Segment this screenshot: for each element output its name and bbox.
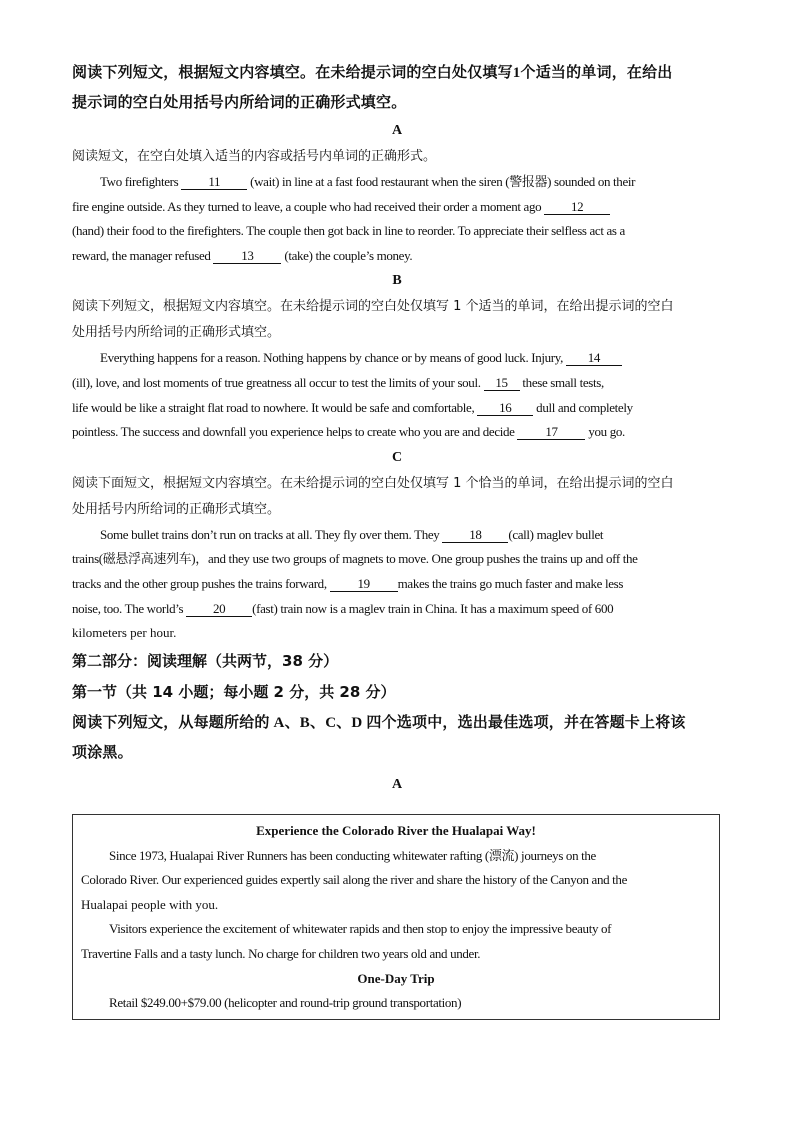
retail-price-line: Retail $249.00+$79.00 (helicopter and round-trip ground transportation) xyxy=(109,995,462,1011)
advertisement-paragraph-1-line-1: Since 1973, Hualapai River Runners has been conducting whitewater rafting (漂流) journeys on the xyxy=(109,847,596,863)
blank-15[interactable]: 15 xyxy=(484,375,520,391)
worksheet-page xyxy=(72,58,722,798)
section-a-line-2: fire engine outside. As they turned to leave, a couple who had received their order a moment ago 12 xyxy=(72,195,722,220)
blank-14[interactable]: 14 xyxy=(566,350,622,366)
passage-a-letter: A xyxy=(391,776,403,792)
section-a-letter: A xyxy=(391,123,403,138)
top-instruction-line-2: 提示词的空白处用括号内所给词的正确形式填空。 xyxy=(72,95,407,111)
part-two-heading: 第二部分：阅读理解（共两节，38 分） xyxy=(72,651,339,670)
section-b-line-3: life would be like a straight flat road to nowhere. It would be safe and comfortable, 16 dull and completely xyxy=(72,399,633,415)
section-c-line-4: noise, too. The world’s 20 (fast) train now is a maglev train in China. It has a maximum speed of 600 xyxy=(72,600,614,616)
advertisement-paragraph-1-line-3: Hualapai people with you. xyxy=(81,896,219,912)
section-a-line-3: (hand) their food to the firefighters. The couple then got back in line to reorder. To appreciate their selfless act as a xyxy=(72,223,625,239)
section-one-heading: 第一节（共 14 小题；每小题 2 分，共 28 分） xyxy=(72,682,396,701)
section-a-line-1: Two firefighters 11 (wait) in line at a fast food restaurant when the siren (警报器) sounded on their xyxy=(100,174,636,189)
section-c-line-5: kilometers per hour. xyxy=(72,625,177,641)
advertisement-paragraph-2-line-2: Travertine Falls and a tasty lunch. No charge for children two years old and under. xyxy=(81,945,481,961)
blank-13[interactable]: 13 xyxy=(213,248,281,264)
section-c-line-3: tracks and the other group pushes the trains forward, 19 makes the trains go much faster and make less xyxy=(72,575,624,591)
section-c-line-2: trains(磁悬浮高速列车)，and they use two groups of magnets to move. One group pushes the trains up and off the xyxy=(72,551,638,567)
section-b-letter: B xyxy=(392,273,402,289)
advertisement-title: Experience the Colorado River the Hualapai Way! xyxy=(256,823,536,838)
part-two-instruction-2: 项涂黑。 xyxy=(72,744,133,761)
section-c-instruction-1: 阅读下面短文，根据短文内容填空。在未给提示词的空白处仅填写 1 个恰当的单词，在给出提示词的空白 xyxy=(72,475,674,491)
blank-16[interactable]: 16 xyxy=(477,400,533,416)
blank-12[interactable]: 12 xyxy=(544,199,610,215)
section-b-line-2: (ill), love, and lost moments of true greatness all occur to test the limits of your soul. 15 these small tests, xyxy=(72,374,604,390)
section-a-line-4: reward, the manager refused 13 (take) the couple’s money. xyxy=(72,247,413,263)
blank-11[interactable]: 11 xyxy=(181,174,247,190)
advertisement-paragraph-2-line-1: Visitors experience the excitement of whitewater rapids and then stop to enjoy the impressive beauty of xyxy=(109,921,612,937)
top-instruction-line-1: 阅读下列短文，根据短文内容填空。在未给提示词的空白处仅填写1个适当的单词，在给出 xyxy=(72,65,673,81)
section-c-line-1: Some bullet trains don’t run on tracks at all. They fly over them. They 18 (call) maglev bullet xyxy=(100,526,604,542)
advertisement-box xyxy=(72,814,720,1020)
one-day-trip-title: One-Day Trip xyxy=(357,970,435,986)
part-two-instruction-1: 阅读下列短文，从每题所给的 A、B、C、D 四个选项中，选出最佳选项，并在答题卡上将该 xyxy=(72,714,686,731)
section-b-line-4: pointless. The success and downfall you experience helps to create who you are and decide 17 you go. xyxy=(72,424,625,440)
section-b-instruction-1: 阅读下列短文，根据短文内容填空。在未给提示词的空白处仅填写 1 个适当的单词，在给出提示词的空白 xyxy=(72,299,674,315)
section-c-instruction-2: 处用括号内所给词的正确形式填空。 xyxy=(72,501,281,517)
section-b-line-1: Everything happens for a reason. Nothing happens by chance or by means of good luck. Injury, 14 xyxy=(72,346,722,371)
section-b-instruction-2: 处用括号内所给词的正确形式填空。 xyxy=(72,325,281,341)
blank-19[interactable]: 19 xyxy=(330,576,398,592)
section-a-instruction: 阅读短文，在空白处填入适当的内容或括号内单词的正确形式。 xyxy=(72,149,437,164)
blank-18[interactable]: 18 xyxy=(442,527,508,543)
blank-17[interactable]: 17 xyxy=(517,424,585,440)
advertisement-paragraph-1-line-2: Colorado River. Our experienced guides expertly sail along the river and share the history of the Canyon and the xyxy=(81,872,627,888)
section-c-letter: C xyxy=(391,449,403,465)
blank-20[interactable]: 20 xyxy=(186,601,252,617)
